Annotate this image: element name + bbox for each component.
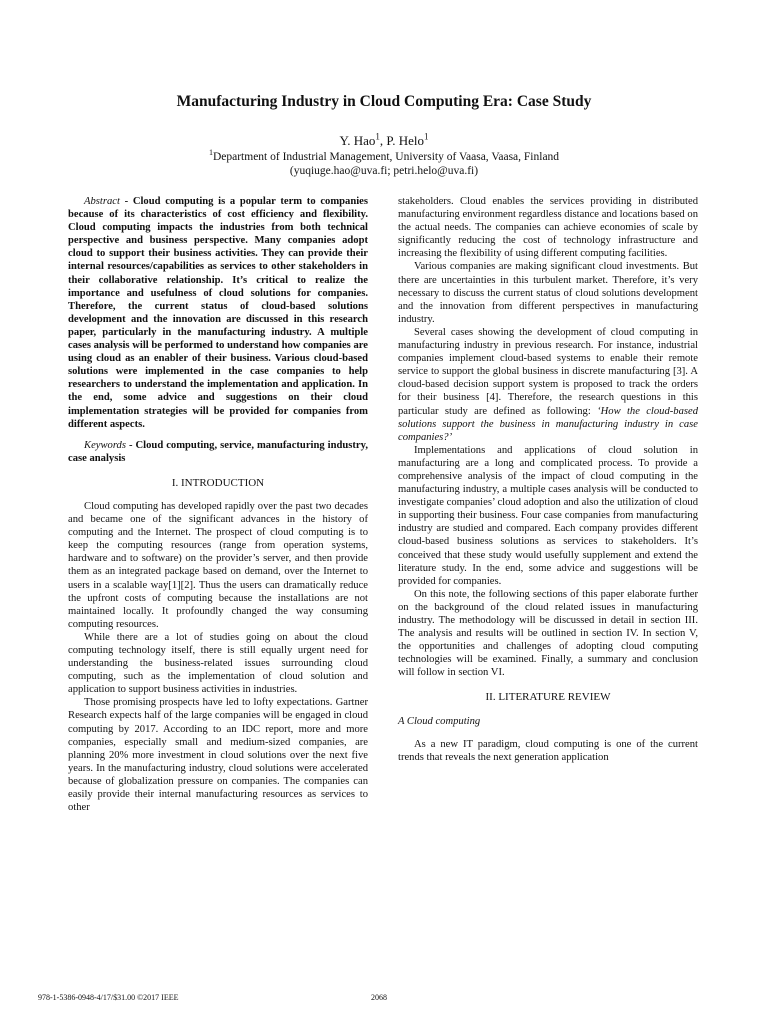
paragraph: Implementations and applications of cloud solution in manufacturing are a long and complicated process. To provide a comprehensive analysis of the impact of cloud computing in the manufacturing industry, a multiple cases analysis will be conducted to investigate companies’ cloud adoption and also the utilization of cloud in supporting their business. Four case companies from manufacturing industry are studied and compared. Each company provides different cloud-based business solutions as services to stakeholders. It’s conceived that these study would usefully supplement and extend the literature study. In the end, some advice and suggestions will be provided for companies.	[398, 444, 698, 587]
page-number: 2068	[371, 993, 387, 1002]
left-column	[68, 195, 368, 814]
affiliation-sup: 1	[208, 148, 213, 158]
research-question: ‘How the cloud-based solutions support the business in manufacturing industry in case companies?’	[398, 405, 699, 443]
author-2-sup: 1	[423, 131, 429, 142]
paragraph: On this note, the following sections of this paper elaborate further on the background of the cloud related issues in manufacturing industry. The methodology will be discussed in detail in section III. The analysis and results will be outlined in section IV. In section V, the opportunities and challenges of adopting cloud computing technologies will be examined. Finally, a summary and conclusion will follow in section VI.	[398, 588, 698, 679]
paragraph: While there are a lot of studies going on about the cloud computing technology itself, there is still equally urgent need for understanding the business-related issues surrounding cloud computing, such as the implementation of cloud solution and application to support business activities in industries.	[68, 631, 368, 696]
affiliation-department: Department of Industrial Management, University of Vaasa, Vaasa, Finland	[212, 151, 560, 163]
paragraph: Various companies are making significant cloud investments. But there are uncertainties in this turbulent market. Therefore, it’s very necessary to discuss the current status of cloud solutions development and the innovation from different perspectives in manufacturing industry.	[398, 261, 698, 325]
author-1: Y. Hao	[339, 133, 376, 148]
paragraph-text: Several cases showing the development of cloud computing in manufacturing industry in previous research. For instance, industrial companies implement cloud-based systems to enable their remote service to support the global business in discrete manufacturing [3]. A cloud-based decision support system is proposed to track the orders for their business [4]. Therefore, the research questions in this particular study are defined as following:	[398, 326, 698, 417]
paragraph	[398, 326, 698, 444]
paragraph: Cloud computing has developed rapidly over the past two decades and became one of the significant advances in the history of computing and the Internet. The prospect of cloud computing is to keep the computing resources (range from operation systems, hardware and to software) on the provider’s server, and then provide them as an integrated package based on demand, over the Internet to users in a scalable way[1][2]. Thus the users can dramatically reduce the upfront costs of computing because the installations are not maintained locally. It profoundly changed the way consuming computing resources.	[68, 500, 368, 630]
right-column	[398, 195, 698, 764]
abstract-label: Abstract	[84, 196, 120, 207]
paragraph: stakeholders. Cloud enables the services providing in distributed manufacturing environment regardless distance and locations based on the actual needs. The companies can achieve economies of scale by significantly reducing the cost of technology infrastructure and increasing the flexibility of using different computing facilities.	[398, 196, 698, 260]
keywords-text: - Cloud computing, service, manufacturing industry, case analysis	[68, 439, 368, 464]
section-heading-introduction: I. INTRODUCTION	[171, 476, 265, 489]
affiliation-emails: (yuqiuge.hao@uva.fi; petri.helo@uva.fi)	[289, 165, 479, 177]
section-heading-literature-review: II. LITERATURE REVIEW	[485, 691, 611, 704]
paper-title: Manufacturing Industry in Cloud Computing Era: Case Study	[176, 93, 592, 110]
paragraph: Those promising prospects have led to lofty expectations. Gartner Research expects half of the large companies will be engaged in cloud computing by 2017. According to an IDC report, more and more companies, especially small and medium-sized companies, are planning 20% more investment in cloud solutions over the next five years. In the manufacturing industry, cloud solutions were accelerated because of globalization pressure on companies. The companies can easily provide their internal manufacturing resources as services to other	[68, 697, 368, 814]
copyright-footer: 978-1-5386-0948-4/17/$31.00 ©2017 IEEE	[38, 993, 179, 1002]
author-1-sup: 1	[375, 131, 380, 142]
author-separator: ,	[379, 133, 387, 148]
keywords	[68, 439, 368, 465]
keywords-label: Keywords	[84, 439, 126, 451]
author-2: P. Helo	[386, 133, 424, 148]
affiliation	[0, 150, 768, 178]
paragraph: As a new IT paradigm, cloud computing is one of the current trends that reveals the next generation application	[398, 738, 698, 763]
subsection-heading-cloud-computing: A Cloud computing	[398, 715, 481, 727]
abstract	[68, 195, 368, 431]
authors	[0, 133, 768, 149]
abstract-text: - Cloud computing is a popular term to companies because of its characteristics of cost efficiency and flexibility. Cloud computing impacts the industries from both technical perspective and business perspective. Many companies adopt cloud to support their business activities. They can provide their internal resources/capabilities as services to other stakeholders in their collaborative relationship. It’s critical to realize the importance and usefulness of cloud solutions for companies. Therefore, the current status of cloud-based solutions development and the innovation are discussed in this research paper, particularly in the manufacturing industry. A multiple cases analysis will be performed to understand how companies are using cloud as an enabler of their business. Various cloud-based solutions were implemented in the case companies to help researchers to understand the implementation and application. In the end, some advice and suggestions on their cloud implementation strategies will be provided for companies from different aspects.	[68, 196, 368, 430]
